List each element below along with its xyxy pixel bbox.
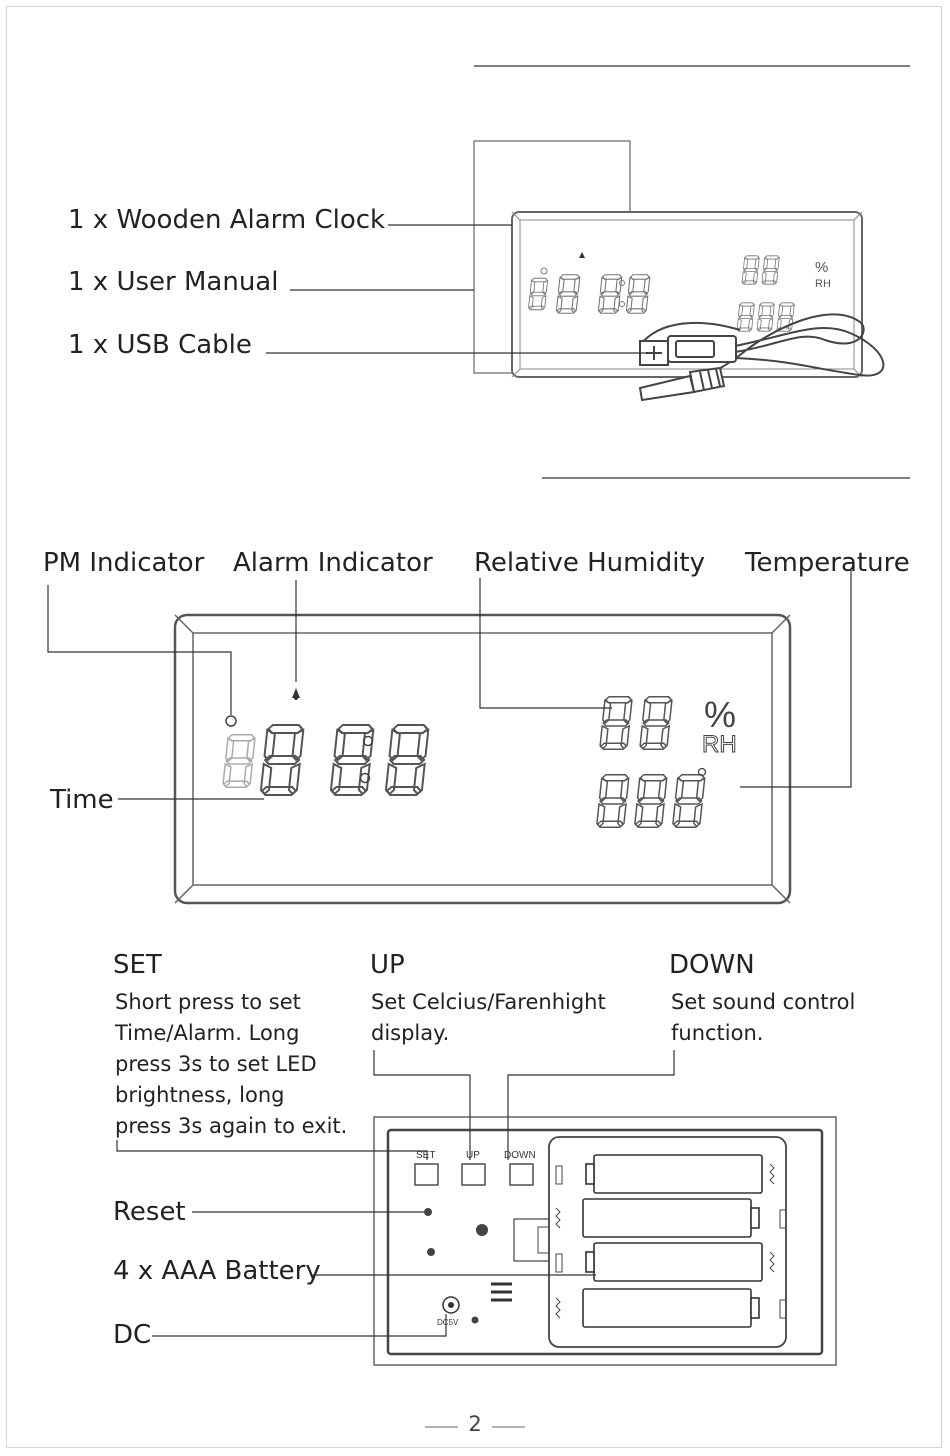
battery [594, 1243, 762, 1281]
display-diagram [48, 570, 851, 903]
time-label: Time [50, 785, 114, 815]
up-desc-line: Set Celcius/Farenhight [371, 990, 606, 1014]
switch-clip [514, 1219, 550, 1261]
down-title: DOWN [669, 950, 755, 980]
dc-label: DC [113, 1320, 152, 1350]
up-desc-line: display. [371, 1021, 450, 1045]
rear-panel-diagram [117, 1050, 836, 1365]
set-title: SET [113, 950, 162, 980]
mic-hole [427, 1248, 435, 1256]
item-wooden-alarm-clock: 1 x Wooden Alarm Clock [68, 205, 386, 235]
alarm-indicator-label: Alarm Indicator [233, 548, 433, 578]
panel-dc-text: DC5V [437, 1318, 459, 1327]
pm-indicator-label: PM Indicator [43, 548, 205, 578]
page-number: 2 [468, 1412, 482, 1436]
set-desc-line: brightness, long [115, 1083, 285, 1107]
temperature-label: Temperature [745, 548, 910, 578]
relative-humidity-label: Relative Humidity [474, 548, 706, 578]
battery [594, 1155, 762, 1193]
set-desc-line: press 3s to set LED [115, 1052, 317, 1076]
battery [583, 1199, 751, 1237]
down-desc-line: Set sound control [671, 990, 856, 1014]
screw-hole [476, 1224, 488, 1236]
down-desc-line: function. [671, 1021, 764, 1045]
set-desc-line: Short press to set [115, 990, 301, 1014]
battery [583, 1289, 751, 1327]
item-user-manual: 1 x User Manual [68, 267, 279, 297]
battery-label: 4 x AAA Battery [113, 1256, 321, 1286]
panel-down-text: DOWN [504, 1150, 536, 1161]
set-desc-line: press 3s again to exit. [115, 1114, 348, 1138]
up-button [462, 1164, 485, 1185]
humidity-unit-text: RH [702, 731, 737, 758]
reset-label: Reset [113, 1197, 186, 1227]
down-button [510, 1164, 533, 1185]
reset-hole [424, 1208, 432, 1216]
panel-up-text: UP [466, 1150, 480, 1161]
package-illustration [266, 141, 883, 400]
set-desc-line: Time/Alarm. Long [115, 1021, 300, 1045]
up-title: UP [370, 950, 405, 980]
panel-set-text: SET [416, 1150, 436, 1161]
item-usb-cable: 1 x USB Cable [68, 330, 252, 360]
humidity-unit-symbol: % [704, 694, 737, 735]
svg-text:RH: RH [815, 278, 831, 290]
set-button [415, 1164, 438, 1185]
svg-text:%: % [815, 259, 829, 276]
